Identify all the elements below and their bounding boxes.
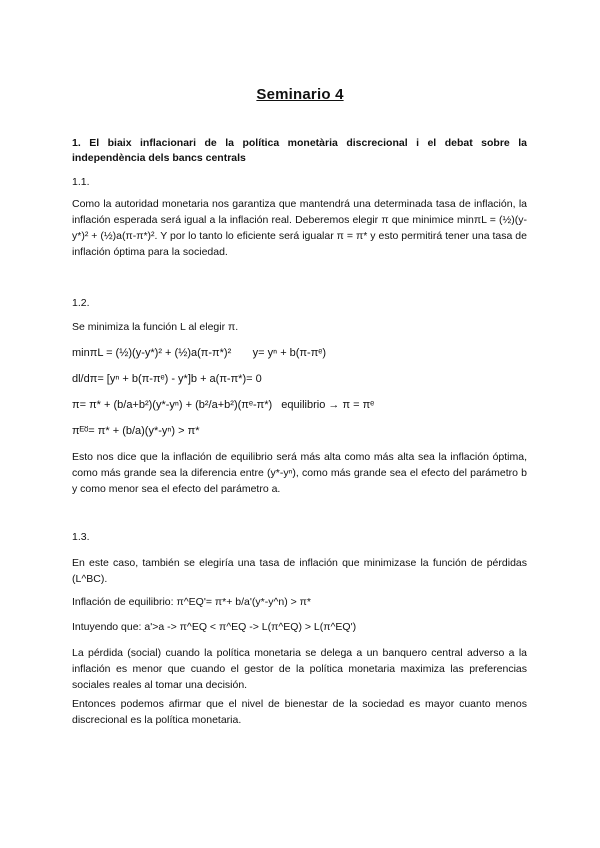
section-heading: 1. El biaix inflacionari de la política monetària discrecional i el debat sobre la independència dels bancs centrals <box>72 137 527 164</box>
paragraph-1-2: Esto nos dice que la inflación de equilibrio será más alta como más alta sea la inflación óptima, como más grande sea la diferencia entre (y*-yⁿ), como más grande sea el efecto del parámetro b y como menor sea el efecto del parámetro a. <box>72 451 527 495</box>
equation-equilibrium-delegated: Inflación de equilibrio: π^EQ'= π*+ b/a'(y*-y^n) > π* <box>72 596 311 608</box>
subsection-label-1-3: 1.3. <box>72 531 90 543</box>
subsection-label-1-2: 1.2. <box>72 297 90 309</box>
equation-inflation-solution: π= π* + (b/a+b²)(y*-yⁿ) + (b²/a+b²)(πᵉ-π*) equilibrio → π = πᵉ <box>72 399 375 411</box>
equation-intuition: Intuyendo que: a'>a -> π^EQ < π^EQ -> L(π^EQ) > L(π^EQ') <box>72 621 357 633</box>
equation-loss-function: minπL = (½)(y-y*)² + (½)a(π-π*)² y= yⁿ + b(π-πᵉ) <box>72 347 327 359</box>
paragraph-1-3-intro: En este caso, también se elegiría una tasa de inflación que minimizase la función de pérdidas (L^BC). <box>72 557 527 585</box>
paragraph-1-3-loss: La pérdida (social) cuando la política monetaria se delega a un banquero central adverso a la inflación es menor que cuando el gestor de la política monetaria maximiza las preferencias sociales reales al tomar una decisión. <box>72 647 527 691</box>
paragraph-1-2-intro: Se minimiza la función L al elegir π. <box>72 321 239 333</box>
equation-equilibrium-inflation: πᴱᴽ= π* + (b/a)(y*-yⁿ) > π* <box>72 425 200 437</box>
page-title: Seminario 4 <box>256 86 344 103</box>
equation-derivative: dl/dπ= [yⁿ + b(π-πᵉ) - y*]b + a(π-π*)= 0 <box>72 373 262 385</box>
paragraph-1-3-conclusion: Entonces podemos afirmar que el nivel de bienestar de la sociedad es mayor cuanto menos discrecional es la política monetaria. <box>72 698 527 726</box>
paragraph-1-1: Como la autoridad monetaria nos garantiza que mantendrá una determinada tasa de inflación, la inflación esperada será igual a la inflación real. Deberemos elegir π que minimice minπL = (½)(y-y*)² + (½)a(π-π*)². Y por lo tanto lo eficiente será igualar π = π* y esto permitirá tener una tasa de inflación óptima para la sociedad. <box>72 198 527 258</box>
subsection-label-1-1: 1.1. <box>72 176 90 188</box>
